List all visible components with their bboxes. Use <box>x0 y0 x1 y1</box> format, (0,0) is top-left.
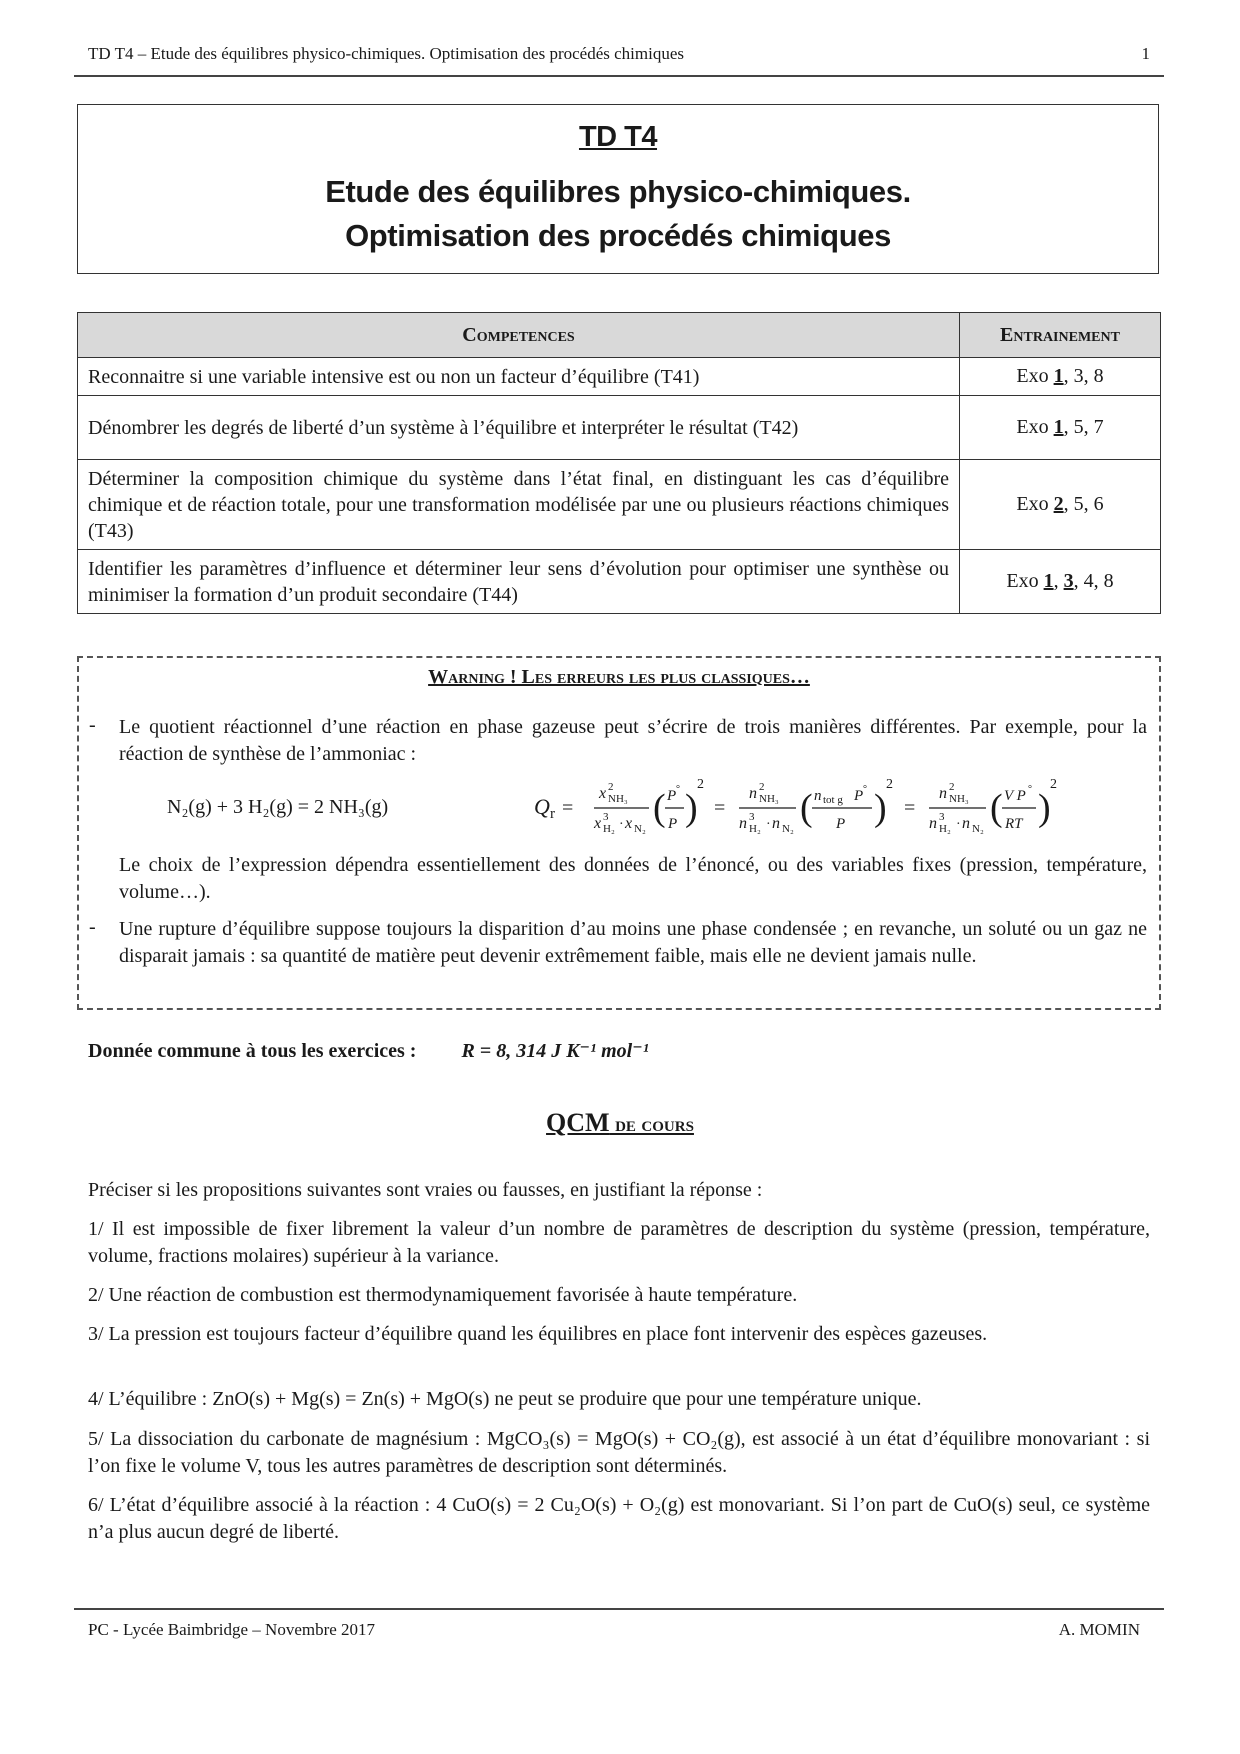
svg-text:=: = <box>562 797 574 819</box>
svg-text:N₂: N₂ <box>634 823 646 835</box>
page-number: 1 <box>1141 44 1150 63</box>
running-header <box>88 44 1150 64</box>
svg-text:2: 2 <box>697 777 704 792</box>
qcm-title <box>0 1108 1240 1138</box>
svg-text:2: 2 <box>949 781 955 793</box>
common-data <box>88 1038 649 1063</box>
svg-text:2: 2 <box>759 781 765 793</box>
svg-text:=: = <box>714 797 726 819</box>
svg-text:NH₃: NH₃ <box>949 793 969 805</box>
svg-text:): ) <box>874 787 887 829</box>
svg-text:(: ( <box>800 787 813 829</box>
qcm-item-4: 4/ L’équilibre : ZnO(s) + Mg(s) = Zn(s) + MgO(s) ne peut se produire que pour une température unique. <box>88 1388 922 1410</box>
svg-text:n: n <box>749 785 757 802</box>
svg-text:NH₃: NH₃ <box>608 793 628 805</box>
svg-text:RT: RT <box>1005 816 1023 832</box>
competence-text: Déterminer la composition chimique du système dans l’état final, en distinguant les cas d’équilibre chimique et de réaction totale, pour une transformation modélisée par une ou plusieurs réactions chimiques (T43) <box>78 460 960 550</box>
svg-text:): ) <box>685 787 698 829</box>
competence-text: Dénombrer les degrés de liberté d’un système à l’équilibre et interpréter le résultat (T42) <box>78 396 960 460</box>
svg-text:H₂: H₂ <box>749 823 761 835</box>
svg-text:H₂: H₂ <box>603 823 615 835</box>
common-data-label: Donnée commune à tous les exercices : <box>88 1040 417 1062</box>
bullet-mark: - <box>89 714 96 736</box>
warning-bullet-2: Une rupture d’équilibre suppose toujours la disparition d’au moins une phase condensée ; en revanche, un soluté ou un gaz ne disparait jamais : sa quantité de matière peut devenir extrêmement faible, mais elle ne devient jamais nulle. <box>119 918 1147 967</box>
svg-text:°: ° <box>1028 784 1032 795</box>
footer-right: A. MOMIN <box>1058 1620 1140 1639</box>
svg-text:Q: Q <box>534 794 550 819</box>
footer-rule <box>74 1608 1164 1610</box>
qcm-title-main: QCM <box>546 1108 610 1137</box>
svg-text:2: 2 <box>886 777 893 792</box>
svg-text:P: P <box>836 816 846 832</box>
svg-text:P: P <box>667 788 677 804</box>
svg-text:n: n <box>814 788 822 804</box>
bullet-mark: - <box>89 916 96 938</box>
svg-text:N₂: N₂ <box>972 823 984 835</box>
svg-text:·: · <box>956 817 961 832</box>
svg-text:V P: V P <box>1004 788 1026 804</box>
svg-text:H₂: H₂ <box>939 823 951 835</box>
table-row <box>78 460 1161 550</box>
ammonia-reaction-equation: N₂(g) + 3 H₂(g) = 2 NH₃(g) <box>167 796 389 818</box>
table-row <box>78 550 1161 614</box>
svg-text:r: r <box>550 806 555 822</box>
svg-text:=: = <box>904 797 916 819</box>
svg-text:°: ° <box>676 784 680 795</box>
qcm-item-1: 1/ Il est impossible de fixer librement la valeur d’un nombre de paramètres de description du système (pression, température, volume, fractions molaires) supérieur à la variance. <box>88 1218 1150 1267</box>
warning-bullet-1-continuation: Le choix de l’expression dépendra essentiellement des données de l’énoncé, ou des variables fixes (pression, température, volume…). <box>119 854 1147 903</box>
col-entrainement: Entrainement <box>960 313 1161 358</box>
title-block <box>77 104 1159 274</box>
qcm-intro: Préciser si les propositions suivantes sont vraies ou fausses, en justifiant la réponse : <box>88 1179 763 1201</box>
exercise-refs: Exo 1, 5, 7 <box>960 396 1161 460</box>
svg-text:N₂: N₂ <box>782 823 794 835</box>
svg-text:·: · <box>619 817 624 832</box>
svg-text:(: ( <box>653 787 666 829</box>
svg-text:n: n <box>772 815 780 832</box>
svg-text:(: ( <box>990 787 1003 829</box>
competences-table <box>77 312 1161 614</box>
footer-left: PC - Lycée Baimbridge – Novembre 2017 <box>88 1620 376 1639</box>
col-competences: Competences <box>78 313 960 358</box>
svg-text:3: 3 <box>749 811 755 823</box>
svg-text:n: n <box>939 785 947 802</box>
svg-text:2: 2 <box>608 781 614 793</box>
exercise-refs: Exo 2, 5, 6 <box>960 460 1161 550</box>
svg-text:x: x <box>594 815 602 832</box>
svg-text:°: ° <box>863 784 867 795</box>
qcm-item-2: 2/ Une réaction de combustion est thermodynamiquement favorisée à haute température. <box>88 1284 798 1306</box>
svg-text:3: 3 <box>939 811 945 823</box>
qcm-item-6: 6/ L’état d’équilibre associé à la réaction : 4 CuO(s) = 2 Cu₂O(s) + O₂(g) est monovariant. Si l’on part de CuO(s) seul, ce système n’a plus aucun degré de liberté. <box>88 1494 1150 1543</box>
svg-text:n: n <box>929 815 937 832</box>
svg-text:x: x <box>599 785 607 802</box>
table-row <box>78 396 1161 460</box>
svg-text:3: 3 <box>603 811 609 823</box>
doc-title-line2: Optimisation des procédés chimiques <box>345 218 891 253</box>
svg-text:n: n <box>739 815 747 832</box>
gas-constant-value: R = 8, 314 J K⁻¹ mol⁻¹ <box>461 1040 649 1062</box>
exercise-refs: Exo 1, 3, 8 <box>960 358 1161 396</box>
svg-text:NH₃: NH₃ <box>759 793 779 805</box>
svg-text:P: P <box>668 816 678 832</box>
doc-title <box>78 170 1158 258</box>
svg-text:n: n <box>962 815 970 832</box>
header-rule <box>74 75 1164 77</box>
svg-text:·: · <box>766 817 771 832</box>
warning-title: Warning ! Les erreurs les plus classiques… <box>428 666 810 688</box>
svg-text:tot g: tot g <box>823 794 843 806</box>
competence-text: Identifier les paramètres d’influence et déterminer leur sens d’évolution pour optimiser une synthèse ou minimiser la formation d’un produit secondaire (T44) <box>78 550 960 614</box>
warning-box <box>77 656 1161 1010</box>
svg-text:): ) <box>1038 787 1051 829</box>
table-row <box>78 358 1161 396</box>
qcm-item-5: 5/ La dissociation du carbonate de magnésium : MgCO₃(s) = MgO(s) + CO₂(g), est associé à un état d’équilibre monovariant : si l’on fixe le volume V, tous les autres paramètres de description sont déterminés. <box>88 1428 1150 1477</box>
reaction-quotient-formula <box>534 770 1154 846</box>
svg-text:P: P <box>854 788 864 804</box>
table-header-row <box>78 313 1161 358</box>
svg-text:x: x <box>625 815 633 832</box>
doc-title-line1: Etude des équilibres physico-chimiques. <box>325 174 911 209</box>
qcm-item-3: 3/ La pression est toujours facteur d’équilibre quand les équilibres en place font intervenir des espèces gazeuses. <box>88 1323 988 1345</box>
exercise-refs: Exo 1, 3, 4, 8 <box>960 550 1161 614</box>
qcm-title-rest: de cours <box>609 1111 694 1136</box>
competence-text: Reconnaitre si une variable intensive est ou non un facteur d’équilibre (T41) <box>78 358 960 396</box>
warning-bullet-1: Le quotient réactionnel d’une réaction en phase gazeuse peut s’écrire de trois manières différentes. Par exemple, pour la réaction de synthèse de l’ammoniac : <box>119 716 1147 765</box>
svg-text:2: 2 <box>1050 777 1057 792</box>
doc-code: TD T4 <box>578 121 658 153</box>
header-title: TD T4 – Etude des équilibres physico-chimiques. Optimisation des procédés chimiques <box>88 44 684 63</box>
